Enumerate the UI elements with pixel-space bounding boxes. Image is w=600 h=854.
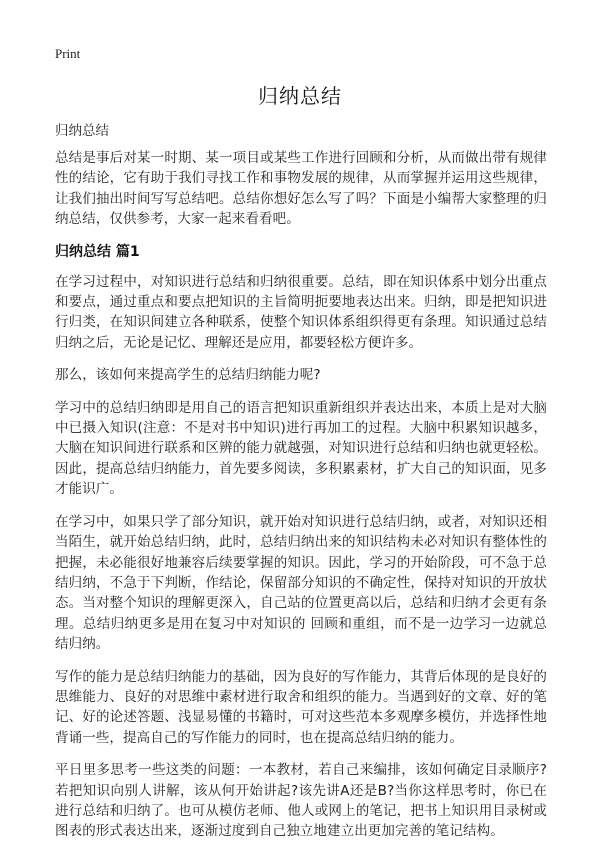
paragraph: 写作的能力是总结归纳能力的基础，因为良好的写作能力，其背后体现的是良好的思维能力、良好的对思维中素材进行取舍和组织的能力。当遇到好的文章、好的笔记、好的论述答题、浅显易懂的书籍时，可对这些范本多观摩多模仿，并选择性地背诵一些，提高自己的写作能力的同时，也在提高总结归纳的能力。	[55, 668, 547, 746]
document-title: 归纳总结	[258, 84, 342, 108]
section-1	[55, 242, 547, 842]
document-body	[55, 148, 547, 854]
section-heading: 归纳总结 篇1	[55, 243, 140, 260]
print-label: Print	[55, 46, 81, 61]
document-subtitle: 归纳总结	[55, 123, 109, 139]
intro-paragraph: 总结是事后对某一时期、某一项目或某些工作进行回顾和分析，从而做出带有规律性的结论，它有助于我们寻找工作和事物发展的规律，从而掌握并运用这些规律，让我们抽出时间写写总结吧。总结你想好怎么写了吗？下面是小编帮大家整理的归纳总结，仅供参考，大家一起来看看吧。	[55, 150, 547, 228]
paragraph: 平日里多思考一些这类的问题：一本教材，若自己来编排，该如何确定目录顺序?若把知识向别人讲解，该从何开始讲起?该先讲A还是B?当你这样思考时，你已在进行总结和归纳了。也可从模仿老师、他人或网上的笔记，把书上知识用目录树或图表的形式表达出来，逐渐过度到自己独立地建立出更加完善的笔记结构。	[55, 762, 547, 840]
paragraph: 在学习过程中，对知识进行总结和归纳很重要。总结，即在知识体系中划分出重点和要点，通过重点和要点把知识的主旨简明扼要地表达出来。归纳，即是把知识进行归类，在知识间建立各种联系，使整个知识体系组织得更有条理。知识通过总结归纳之后，无论是记忆、理解还是应用，都要轻松方便许多。	[55, 273, 547, 351]
paragraph: 那么，该如何来提高学生的总结归纳能力呢?	[55, 367, 321, 384]
paragraph: 学习中的总结归纳即是用自己的语言把知识重新组织并表达出来，本质上是对大脑中已摄入知识(注意：不是对书中知识)进行再加工的过程。大脑中积累知识越多，大脑在知识间进行联系和区辨的能力就越强，对知识进行总结和归纳也就更轻松。因此，提高总结归纳能力，首先要多阅读，多积累素材，扩大自己的知识面，见多才能识广。	[55, 399, 547, 498]
paragraph: 在学习中，如果只学了部分知识，就开始对知识进行总结归纳，或者，对知识还相当陌生，就开始总结归纳，此时，总结归纳出来的知识结构未必对知识有整体性的把握，未必能很好地兼容后续要掌握的知识。因此，学习的开始阶段，可不急于总结归纳，不急于下判断，作结论，保留部分知识的不确定性，保持对知识的开放状态。当对整个知识的理解更深入，自己站的位置更高以后，总结和归纳才会更有条理。总结归纳更多是用在复习中对知识的 回顾和重组，而不是一边学习一边就总结归纳。	[55, 513, 547, 653]
